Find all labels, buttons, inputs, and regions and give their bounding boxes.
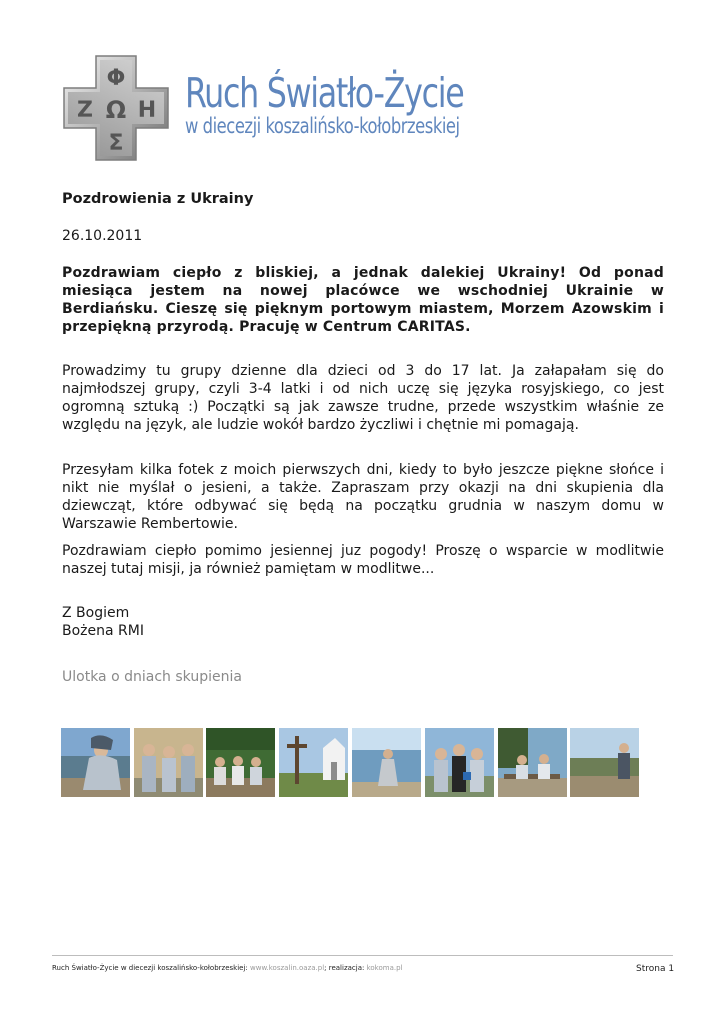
article-paragraph: Przesyłam kilka fotek z moich pierwszych dni, kiedy to było jeszcze piękne słońce i nikt nie myślał o jesieni, a także. Zapraszam przy okazji na dni skupienia dla dziewcząt, które odbywać się będą na początku grudnia w naszym domu w Warszawie Rembertowie. <box>62 462 664 532</box>
photo-group-with-priest[interactable] <box>425 728 494 797</box>
photo-three-sisters-standing[interactable] <box>134 728 203 797</box>
footer-divider <box>52 955 673 956</box>
article-signature <box>62 604 664 640</box>
photo-woman-on-seaside-promenade[interactable] <box>570 728 639 797</box>
photo-wayside-cross-and-chapel[interactable] <box>279 728 348 797</box>
logo-letter-omega: Ω <box>105 96 127 124</box>
photo-group-on-bench-in-park[interactable] <box>206 728 275 797</box>
footer-site-name: Ruch Światło-Życie w diecezji koszalińsko-kołobrzeskiej: <box>52 964 248 972</box>
footer-site-link[interactable]: www.koszalin.oaza.pl <box>250 964 325 972</box>
photo-gallery <box>61 728 651 798</box>
logo-letter-phi: Φ <box>106 66 126 91</box>
article-date: 26.10.2011 <box>62 228 143 244</box>
logo-letter-eta: Η <box>137 98 157 123</box>
flyer-link[interactable]: Ulotka o dniach skupienia <box>62 669 242 685</box>
footer-credits <box>52 963 403 973</box>
footer-credit-link[interactable]: kokoma.pl <box>366 964 403 972</box>
article-lead: Pozdrawiam ciepło z bliskiej, a jednak dalekiej Ukrainy! Od ponad miesiąca jestem na nowej placówce we wschodniej Ukrainie w Berdiańsku. Cieszę się pięknym portowym miastem, Morzem Azowskim i przepiękną przyrodą. Pracuję w Centrum CARITAS. <box>62 265 664 335</box>
brand-title: Ruch Światło-Życie <box>185 69 464 117</box>
chi-rho-cross-icon <box>60 52 172 164</box>
brand <box>185 70 537 138</box>
photo-two-on-bench-by-sea[interactable] <box>498 728 567 797</box>
footer-credit-label: ; realizacja: <box>324 964 365 972</box>
author-name: Bożena RMI <box>62 623 144 639</box>
article-paragraph: Prowadzimy tu grupy dzienne dla dzieci od 3 do 17 lat. Ja załapałam się do najmłodszej grupy, czyli 3-4 latki i od nich uczę się języka rosyjskiego, co jest ogromną sztuką :) Początki są jak zawsze trudne, przede wszystkim właśnie ze względu na język, ale ludzie wokół bardzo życzliwi i chętnie mi pomagają. <box>62 363 664 433</box>
article-paragraph: Pozdrawiam ciepło pomimo jesiennej juz pogody! Proszę o wsparcie w modlitwie naszej tutaj misji, ja również pamiętam w modlitwe... <box>62 543 664 577</box>
photo-sister-sitting-by-sea[interactable] <box>61 728 130 797</box>
page-number: Strona 1 <box>636 964 675 974</box>
article-title: Pozdrowienia z Ukrainy <box>62 191 254 207</box>
logo-letter-zeta: Ζ <box>77 98 93 123</box>
logo-letter-sigma: Σ <box>108 131 124 156</box>
brand-subtitle: w diecezji koszalińsko-kołobrzeskiej <box>185 114 460 138</box>
photo-woman-walking-in-sea[interactable] <box>352 728 421 797</box>
closing-greeting: Z Bogiem <box>62 605 130 621</box>
site-header <box>60 50 660 170</box>
